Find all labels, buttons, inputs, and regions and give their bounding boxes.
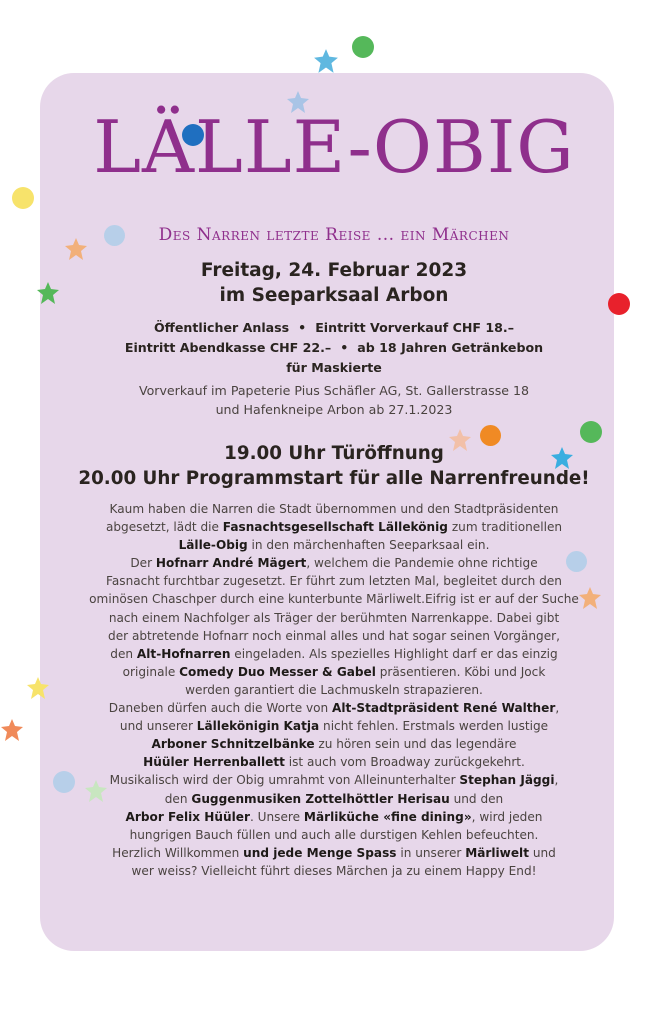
description-line [50, 518, 618, 536]
description-text: ist auch vom Broadway zurückgekehrt. [284, 755, 525, 770]
description-text: originale [122, 664, 180, 679]
description-text: nach einem Nachfolger als Träger der berühmten Narrenkappe. Dabei gibt [108, 610, 560, 625]
description-text: ominösen Chaschper durch eine kunterbunte Märliwelt.Eifrig ist er auf der Suche [89, 592, 579, 607]
highlight-text: Märliküche «fine dining» [303, 809, 472, 824]
description-text: abgesetzt, lädt die [105, 520, 223, 535]
description-line [50, 536, 618, 554]
description-text: hungrigen Bauch füllen und auch alle durstigen Kehlen befeuchten. [129, 827, 539, 842]
highlight-text: Arboner Schnitzelbänke [151, 737, 315, 752]
highlight-text: Fasnachtsgesellschaft Lällekönig [222, 520, 448, 535]
description-text: und unserer [119, 719, 197, 734]
presale-price: Eintritt Vorverkauf CHF 18.– [315, 320, 515, 335]
date-line: Freitag, 24. Februar 2023 [200, 260, 468, 281]
description-line [50, 590, 618, 608]
event-subtitle: Des Narren letzte Reise ... ein Märchen [158, 225, 510, 245]
confetti-dot [352, 36, 374, 58]
description-text: Der [130, 556, 156, 571]
description-line [50, 627, 618, 645]
highlight-text: und jede Menge Spass [243, 845, 397, 860]
description-text: Herzlich Willkommen [112, 845, 244, 860]
description-text: in den märchenhaften Seeparksaal ein. [247, 538, 490, 553]
highlight-text: Hofnarr André Mägert [155, 556, 307, 571]
description-text: eingeladen. Als spezielles Highlight darf er das einzig [230, 646, 558, 661]
description-text: wer weiss? Vielleicht führt dieses Märchen ja zu einem Happy End! [131, 863, 537, 878]
description-line [50, 753, 618, 771]
door-price: Eintritt Abendkasse CHF 22.– [124, 340, 332, 355]
confetti-star [0, 718, 24, 742]
description-text: präsentieren. Köbi und Jock [375, 664, 546, 679]
highlight-text: Stephan Jäggi [459, 773, 555, 788]
description-text: und [529, 845, 556, 860]
description-line [50, 717, 618, 735]
description-line [50, 826, 618, 844]
description-text: den [110, 646, 137, 661]
description-line [50, 500, 618, 518]
description-text: der abtretende Hofnarr noch einmal alles und hat sogar seinen Vorgänger, [108, 628, 560, 643]
description-text: den [164, 791, 192, 806]
description-text: Fasnacht furchtbar zugesetzt. Er führt zum letzten Mal, begleitet durch den [106, 574, 562, 589]
bullet-separator: • [340, 340, 349, 355]
description-line [50, 735, 618, 753]
description-text: , [554, 773, 559, 788]
highlight-text: Hüüler Herrenballett [143, 755, 285, 770]
venue-line: im Seeparksaal Arbon [219, 285, 449, 306]
presale-line-1: Vorverkauf im Papeterie Pius Schäfler AG, St. Gallerstrasse 18 [138, 383, 530, 398]
event-title: LÄLLE-OBIG [93, 105, 575, 189]
description-text: werden garantiert die Lachmuskeln strapazieren. [185, 682, 483, 697]
confetti-dot [580, 421, 602, 443]
description-line [50, 663, 618, 681]
confetti-star [26, 676, 50, 700]
doors-time: 19.00 Uhr Türöffnung [224, 443, 444, 464]
description-text: , [555, 701, 560, 716]
highlight-text: Arbor Felix Hüüler [125, 809, 250, 824]
masks-note: für Maskierte [286, 360, 382, 375]
description-line [50, 609, 618, 627]
highlight-text: Alt-Stadtpräsident René Walther [332, 701, 556, 716]
description-text: Daneben dürfen auch die Worte von [108, 701, 333, 716]
event-description [50, 500, 618, 880]
bullet-separator: • [298, 320, 307, 335]
program-start: 20.00 Uhr Programmstart für alle Narrenfreunde! [78, 468, 590, 489]
confetti-star [313, 48, 339, 74]
description-text: nicht fehlen. Erstmals werden lustige [319, 719, 549, 734]
description-line [50, 808, 618, 826]
highlight-text: Märliwelt [465, 845, 529, 860]
description-text: zu hören sein und das legendäre [314, 737, 517, 752]
description-line [50, 554, 618, 572]
highlight-text: Lällekönigin Katja [196, 719, 320, 734]
admission-facts [50, 318, 618, 378]
drinks-note: ab 18 Jahren Getränkebon [357, 340, 544, 355]
highlight-text: Guggenmusiken Zottelhöttler Herisau [191, 791, 450, 806]
highlight-text: Comedy Duo Messer & Gabel [179, 664, 376, 679]
schedule [50, 441, 618, 491]
description-line [50, 790, 618, 808]
description-line [50, 681, 618, 699]
description-text: . Unsere [249, 809, 304, 824]
date-block [50, 258, 618, 308]
presale-info [50, 381, 618, 419]
public-event: Öffentlicher Anlass [153, 320, 290, 335]
highlight-text: Alt-Hofnarren [136, 646, 231, 661]
description-line [50, 844, 618, 862]
description-line [50, 771, 618, 789]
highlight-text: Lälle-Obig [178, 538, 248, 553]
presale-line-2: und Hafenkneipe Arbon ab 27.1.2023 [215, 402, 453, 417]
description-text: zum traditionellen [447, 520, 563, 535]
description-line [50, 699, 618, 717]
description-text: in unserer [396, 845, 466, 860]
description-text: Musikalisch wird der Obig umrahmt von Alleinunterhalter [109, 773, 460, 788]
description-line [50, 862, 618, 880]
description-text: , wird jeden [471, 809, 543, 824]
description-text: , welchem die Pandemie ohne richtige [306, 556, 538, 571]
description-line [50, 645, 618, 663]
description-text: Kaum haben die Narren die Stadt übernommen und den Stadtpräsidenten [109, 502, 559, 516]
description-line [50, 572, 618, 590]
description-text: und den [449, 791, 504, 806]
